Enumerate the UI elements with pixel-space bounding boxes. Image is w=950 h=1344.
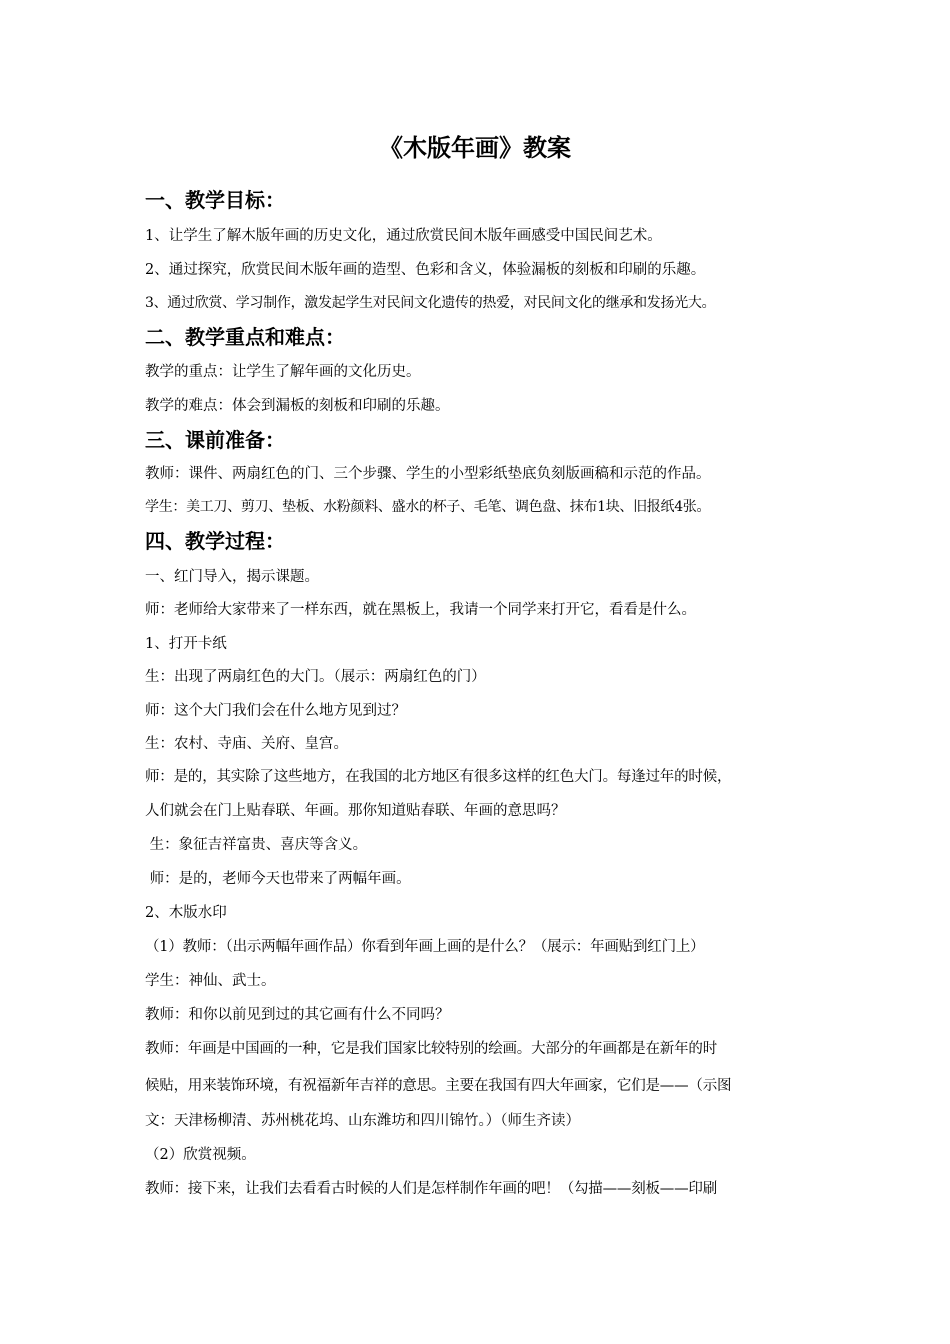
section-heading-process: 四、教学过程： [145,529,285,553]
section-heading-key-points: 二、教学重点和难点： [145,325,345,349]
process-line: （1）教师：（出示两幅年画作品）你看到年画上画的是什么？（展示：年画贴到红门上） [145,939,705,955]
process-line: 文：天津杨柳清、苏州桃花坞、山东潍坊和四川锦竹。）（师生齐读） [145,1113,580,1129]
process-line: 师：是的，老师今天也带来了两幅年画。 [145,871,411,887]
process-line: 教师：接下来，让我们去看看古时候的人们是怎样制作年画的吧！（勾描——刻板——印刷 [145,1181,717,1197]
process-line: 师：这个大门我们会在什么地方见到过？ [145,703,406,719]
goal-line: 1、让学生了解木版年画的历史文化，通过欣赏民间木版年画感受中国民间艺术。 [145,228,662,244]
process-line: 人们就会在门上贴春联、年画。那你知道贴春联、年画的意思吗？ [145,803,566,819]
process-line: 2、木版水印 [145,905,227,921]
process-line: 1、打开卡纸 [145,636,227,652]
goal-line: 2、通过探究，欣赏民间木版年画的造型、色彩和含义，体验漏板的刻板和印刷的乐趣。 [145,262,706,278]
process-line: 生：象征吉祥富贵、喜庆等含义。 [145,837,368,853]
process-line: 一、红门导入，揭示课题。 [145,569,319,585]
process-line: 生：出现了两扇红色的大门。（展示：两扇红色的门） [145,669,486,685]
section-heading-preparation: 三、课前准备： [145,428,285,452]
process-line: 师：是的，其实除了这些地方，在我国的北方地区有很多这样的红色大门。每逢过年的时候， [145,769,732,785]
process-line: 教师：和你以前见到过的其它画有什么不同吗？ [145,1007,450,1023]
document-title: 《木版年画》教案 [379,134,571,162]
section-heading-goals: 一、教学目标： [145,188,285,212]
process-line: 师：老师给大家带来了一样东西，就在黑板上，我请一个同学来打开它，看看是什么。 [145,602,696,618]
process-line: 教师：年画是中国画的一种，它是我们国家比较特别的绘画。大部分的年画都是在新年的时 [145,1041,717,1057]
key-point-line: 教学的重点：让学生了解年画的文化历史。 [145,364,421,380]
process-line: （2）欣赏视频。 [145,1147,256,1163]
process-line: 生：农村、寺庙、关府、皇宫。 [145,736,348,752]
key-point-line: 教学的难点：体会到漏板的刻板和印刷的乐趣。 [145,398,450,414]
preparation-line: 教师：课件、两扇红色的门、三个步骤、学生的小型彩纸垫底负刻版画稿和示范的作品。 [145,466,711,482]
process-line: 候贴，用来装饰环境，有祝福新年吉祥的意思。主要在我国有四大年画家，它们是——（示图 [145,1078,732,1094]
process-line: 学生：神仙、武士。 [145,973,276,989]
preparation-line: 学生：美工刀、剪刀、垫板、水粉颜料、盛水的杯子、毛笔、调色盘、抹布1块、旧报纸4张。 [145,499,711,515]
goal-line: 3、通过欣赏、学习制作，激发起学生对民间文化遗传的热爱，对民间文化的继承和发扬光大。 [145,295,716,311]
